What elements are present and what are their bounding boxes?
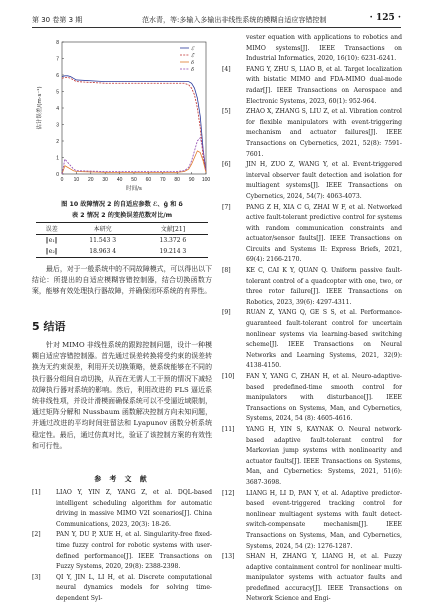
x-tick-label: 10	[73, 177, 80, 183]
table-cell: ‖e₁‖	[45, 237, 58, 244]
legend-label: ℰ	[191, 45, 195, 52]
reference-text: ZHAO X, ZHANG S, LIU Z, et al. Vibration control for flexible manipulators with event-triggering mechanism and actuator failures[J]. IEEE Transactions on Cybernetics, 2021, 52(8): 7591-7601.	[246, 108, 402, 158]
reference-text: LIAO Y, YIN Z, YANG Z, et al. DQL-based intelligent scheduling algorithm for automatic driving in massive MIMO V2I scenarios[J]. China Communications, 2023, 20(3): 18-26.	[56, 489, 212, 528]
x-tick-label: 100	[201, 177, 211, 183]
reference-text: LIANG H, LI D, PAN Y, et al. Adaptive predictor-based event-triggered tracking control for nonlinear multiagent systems with fault detect-switch-compensate mechanism[J]. IEEE Transactions on Systems, Man, and Cybernetics, Systems, 2024, 54 (2): 1276-1287.	[246, 489, 402, 550]
reference-number: [9]	[222, 309, 231, 317]
x-tick-label: 20	[88, 177, 94, 183]
reference-text: QI Y, JIN L, LI H, et al. Discrete computational neural dynamics models for solving time-dependent Syl-	[56, 573, 212, 602]
reference-number: [12]	[222, 489, 235, 497]
reference-number: [6]	[222, 161, 231, 169]
x-tick-label: 0	[60, 177, 64, 183]
comparison-table	[36, 222, 208, 258]
y-tick-label: 5	[56, 89, 59, 96]
reference-number: [13]	[222, 553, 235, 561]
y-tick-label: 3	[56, 122, 59, 129]
figure-10-chart	[32, 34, 212, 200]
x-axis-label: 时间/s	[126, 186, 142, 192]
reference-number: [8]	[222, 267, 231, 275]
table-cell: 19.214 3	[138, 246, 208, 258]
table-row	[36, 246, 208, 258]
reference-text: FANG Y, ZHU S, LIAO B, et al. Target localization with bistatic MIMO and FDA-MIMO dual-mode radar[J]. IEEE Transactions on Aerospace and Electronic Systems, 2023, 60(1): 952-964.	[246, 65, 402, 105]
reference-text: KE C, CAI K Y, QUAN Q. Uniform passive fault-tolerant control of a quadcopter with one, two, or three rotor failure[J]. IEEE Transactions on Robotics, 2023, 39(6): 4297-4311.	[246, 267, 402, 306]
references-heading: 参 考 文 献	[94, 475, 150, 483]
reference-continuation	[222, 33, 402, 65]
reference-number: [7]	[222, 203, 231, 211]
references-left	[32, 488, 212, 605]
reference-text: SHAN H, ZHANG Y, LIANG H, et al. Fuzzy adaptive containment control for nonlinear multi-manipulator systems with actuator faults and predefined accuracy[J]. IEEE Transactions on Network Science and Engi-	[246, 553, 402, 603]
series-line	[62, 76, 206, 173]
y-tick-label: 6	[56, 72, 59, 79]
reference-number: [2]	[32, 531, 41, 539]
body-text: 最后，对于一般系统中的不同故障模式，可以得出以下结论：所提出的自适应模糊容错控制器，结合切换函数方案，能够有效处理执行器故障，并确保闭环系统的有界性。	[32, 265, 212, 296]
y-tick-label: 1	[56, 155, 59, 162]
x-tick-label: 50	[131, 177, 137, 183]
reference-item	[222, 203, 402, 267]
reference-item	[32, 530, 212, 572]
x-tick-label: 70	[160, 177, 166, 183]
reference-item	[32, 488, 212, 530]
y-tick-label: 2	[56, 138, 59, 145]
reference-number: [4]	[222, 65, 231, 73]
page-number: · 125 ·	[369, 13, 401, 23]
table-row	[36, 235, 208, 247]
reference-item	[222, 160, 402, 202]
reference-item	[222, 65, 402, 107]
legend-label: δ	[191, 59, 195, 66]
series-line	[62, 77, 206, 172]
table-cell: ‖e₂‖	[36, 246, 68, 258]
conclusion-paragraph	[32, 264, 212, 298]
x-tick-label: 60	[145, 177, 152, 183]
running-title: 范水青，等:多输入多输出非线性系统的模糊自适应容错控制	[142, 16, 327, 24]
reference-item	[222, 552, 402, 605]
x-tick-label: 30	[102, 177, 108, 183]
table-header-cell: 文献[21]	[138, 223, 208, 235]
reference-item	[222, 308, 402, 372]
y-tick-label: 0	[56, 171, 59, 178]
y-tick-label: 4	[56, 105, 59, 112]
reference-item	[32, 573, 212, 605]
x-tick-label: 40	[116, 177, 123, 183]
x-tick-label: 80	[174, 177, 180, 183]
reference-number: [10]	[222, 373, 235, 380]
reference-text: vester equation with applications to robotics and MIMO systems[J]. IEEE Transactions on Industrial Informatics, 2020, 16(10): 6231-6241.	[246, 34, 402, 63]
references-right	[222, 33, 402, 605]
table-header-cell: 误差	[36, 223, 68, 235]
reference-item	[222, 107, 402, 160]
y-tick-label: 8	[56, 39, 59, 46]
reference-text: RUAN Z, YANG Q, GE S S, et al. Performance-guaranteed fault-tolerant control for uncertain nonlinear systems via learning-based switching scheme[J]. IEEE Transactions on Neural Networks and Learning Systems, 2021, 32(9): 4138-4150.	[246, 309, 402, 370]
running-header	[32, 15, 401, 27]
body-text: 针对 MIMO 非线性系统的跟踪控制问题，设计一种模糊自适应容错控制器。首先通过误差转换将受约束的误差转换为无约束误差，利用开关切换策略，使系统能够在不同的执行器分组间自动切换，从而在无需人工干预的情况下减轻故障执行器对系统的影响。然后，利用改进的 FLS 逼近系统非线性项，并设计滑模面确保系统可以不受逼近域限制，通过矩阵分解和 Nussbaum 函数解决控制方向未知问题，并通过改进的平均时间驻留法和 Lyapunov 函数分析系统稳定性。最后，通过仿真对比，验证了该控制方案的有效性和可行性。	[32, 341, 212, 450]
journal-volume: 第 30 卷第 3 期	[32, 16, 83, 24]
table-cell: 11.543 3	[89, 237, 117, 244]
reference-text: JIN H, ZUO Z, WANG Y, et al. Event-triggered interval observer fault detection and isolation for multiagent systems[J]. IEEE Transactions on Cybernetics, 2024, 54(7): 4063-4073.	[246, 161, 402, 200]
header-rule	[32, 27, 401, 28]
reference-text: YANG H, YIN S, KAYNAK O. Neural network-based adaptive fault-tolerant control for Markovian jump systems with nonlinearity and actuator faults[J]. IEEE Transactions on Systems, Man, and Cybernetics: Systems, 2021, 51(6): 3687-3698.	[246, 425, 402, 486]
reference-item	[222, 372, 402, 425]
reference-text: PANG Z H, XIA C G, ZHAI W F, et al. Networked active fault-tolerant predictive control for systems with random communication constraints and actuator/sensor faults[J]. IEEE Transactions on Circuits and Systems II: Express Briefs, 2021, 69(4): 2166-2170.	[246, 203, 402, 264]
reference-number: [3]	[32, 573, 41, 581]
reference-number: [1]	[32, 489, 41, 496]
chart-svg	[32, 34, 212, 200]
reference-number: [5]	[222, 108, 231, 116]
table-caption: 表 2 情况 2 的变换误差范数对比/m	[71, 212, 173, 219]
summary-paragraph	[32, 340, 212, 452]
y-axis-label: 估计误差/(m·s⁻¹)	[37, 86, 43, 130]
reference-number: [11]	[222, 425, 235, 433]
legend-label: δ̂	[191, 66, 195, 73]
reference-text: FAN Y, YANG C, ZHAN H, et al. Neuro-adaptive-based predefined-time smooth control for manipulators with disturbance[J]. IEEE Transactions on Systems, Man, and Cybernetics, Systems, 2024, 54 (8): 4605-4616.	[246, 373, 402, 423]
reference-item	[222, 489, 402, 553]
table-cell: 13.372 6	[159, 237, 187, 244]
table-cell: 18.963 4	[68, 246, 138, 258]
reference-item	[222, 425, 402, 489]
figure-caption: 图 10 故障情况 2 的自适应参数 ℰ、ĝ 和 δ	[61, 201, 183, 208]
y-tick-label: 7	[56, 56, 59, 63]
series-line	[62, 138, 206, 174]
reference-item	[222, 266, 402, 308]
table-header-row	[36, 223, 208, 235]
x-tick-label: 90	[188, 177, 195, 183]
legend-label: ℰ̂	[191, 52, 195, 59]
table-header-cell: 本研究	[68, 223, 138, 235]
reference-text: PAN Y, DU P, XUE H, et al. Singularity-free fixed-time fuzzy control for robotic systems with user-defined performance[J]. IEEE Transactions on Fuzzy Systems, 2020, 29(8): 2388-2398.	[56, 531, 212, 571]
section-title: 5 结语	[32, 320, 66, 333]
